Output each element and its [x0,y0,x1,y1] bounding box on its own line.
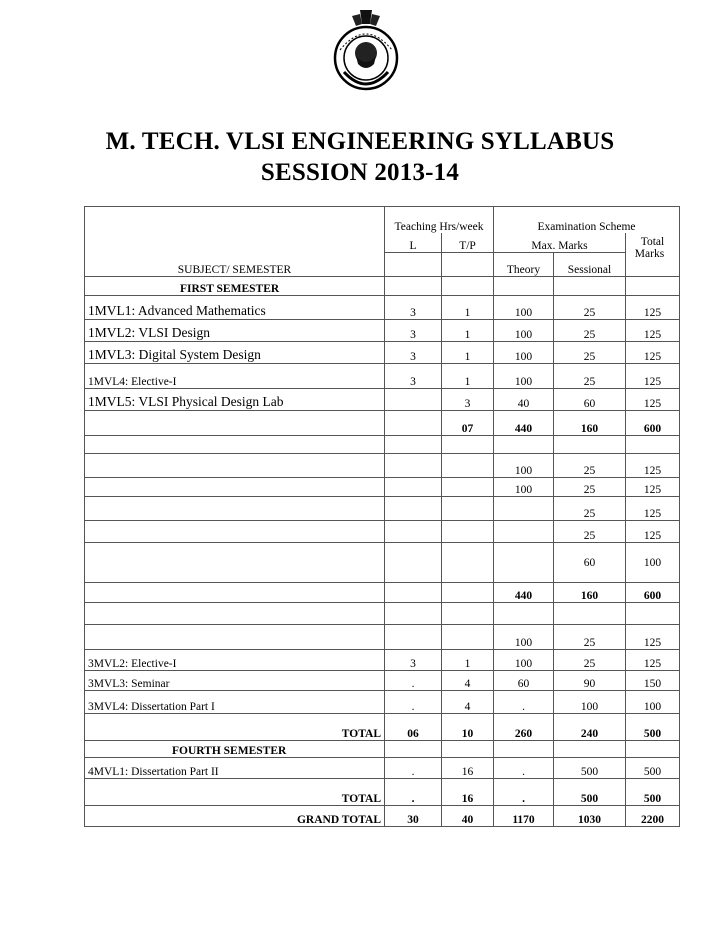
table-row: 1MVL1: Advanced Mathematics 3 1 100 25 125 [85,296,680,320]
header-sessional: Sessional [554,253,626,277]
table-row: 3MVL4: Dissertation Part I . 4 . 100 100 [85,691,680,714]
table-row: FOURTH SEMESTER [85,741,680,758]
table-row: FIRST SEMESTER [85,277,680,296]
header-total-marks: Total Marks [626,233,680,277]
header-teaching: Teaching Hrs/week [385,207,494,233]
table-row: 100 25 125 [85,454,680,478]
table-row [85,436,680,454]
table-row: 3MVL2: Elective-I 3 1 100 25 125 [85,650,680,671]
table-row: 1MVL4: Elective-I 3 1 100 25 125 [85,364,680,389]
syllabus-table [84,206,680,827]
header-tp: T/P [442,233,494,253]
page-title-line2: SESSION 2013-14 [260,159,460,186]
table-row: 1MVL5: VLSI Physical Design Lab 3 40 60 125 [85,389,680,411]
table-row: 4MVL1: Dissertation Part II . 16 . 500 500 [85,758,680,779]
table-row: GRAND TOTAL 30 40 1170 1030 2200 [85,806,680,827]
table-row: 07 440 160 600 [85,411,680,436]
table-row: 25 125 [85,521,680,543]
table-row: 440 160 600 [85,583,680,603]
table-row [85,603,680,625]
page-title-line1: M. TECH. VLSI ENGINEERING SYLLABUS [105,128,615,155]
table-row: 3MVL3: Seminar . 4 60 90 150 [85,671,680,691]
header-subject: SUBJECT/ SEMESTER [85,207,385,277]
header-max-marks: Max. Marks [494,233,626,253]
header-l: L [385,233,442,253]
table-row: 25 125 [85,497,680,521]
header-exam-scheme: Examination Scheme [494,207,680,233]
table-row: 100 25 125 [85,478,680,497]
table-row: 1MVL3: Digital System Design 3 1 100 25 125 [85,342,680,364]
table-row: 100 25 125 [85,625,680,650]
table-row: 60 100 [85,543,680,583]
table-row: 1MVL2: VLSI Design 3 1 100 25 125 [85,320,680,342]
university-logo [330,6,402,92]
table-row: TOTAL 06 10 260 240 500 [85,714,680,741]
table-row: TOTAL . 16 . 500 500 [85,779,680,806]
header-theory: Theory [494,253,554,277]
